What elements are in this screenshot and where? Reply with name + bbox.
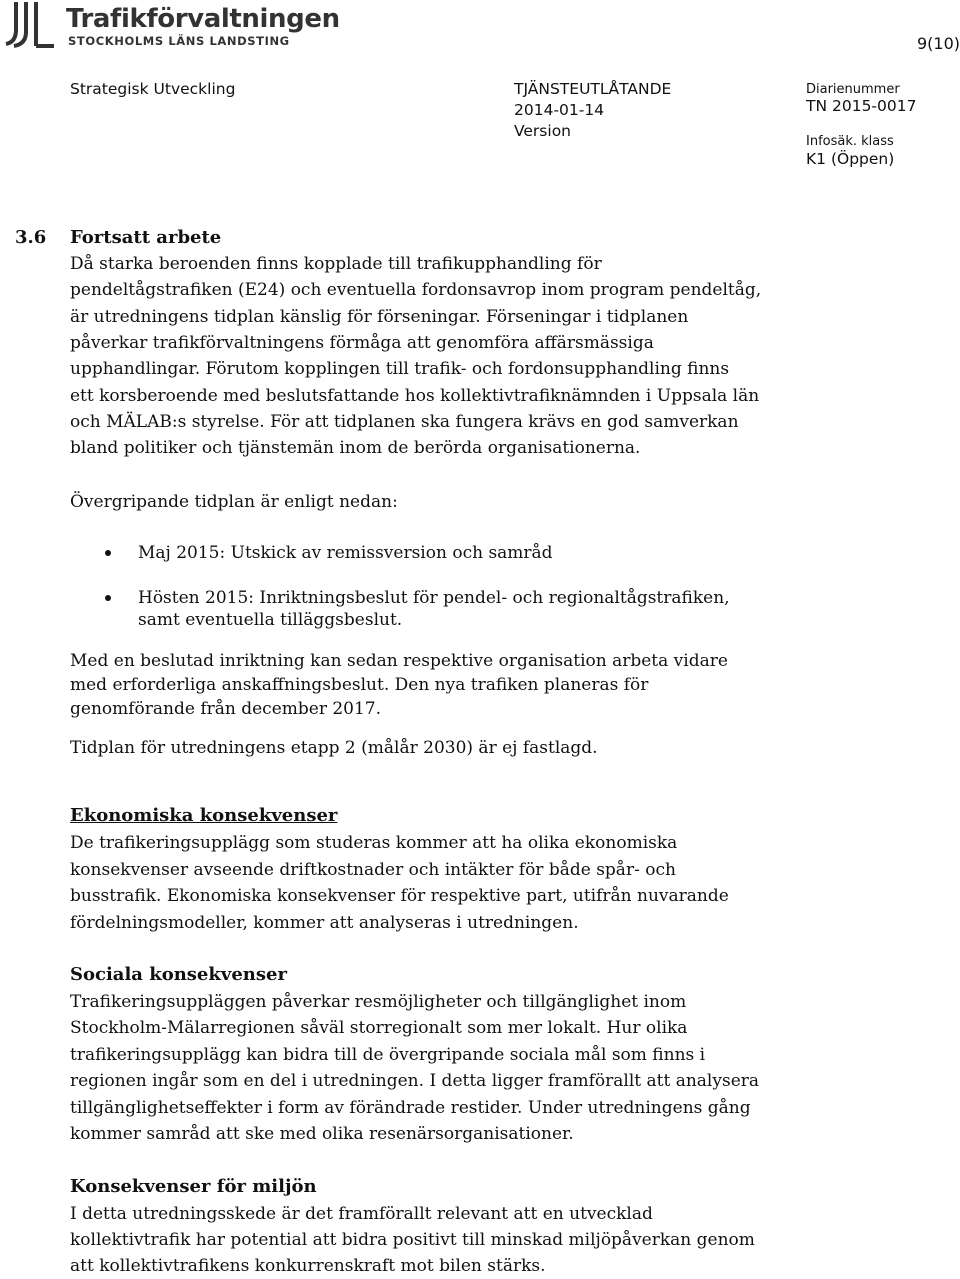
bullet-item-continued: samt eventuella tilläggsbeslut. bbox=[138, 610, 403, 630]
section-number: 3.6 bbox=[15, 227, 47, 248]
paragraph-line: pendeltågstrafiken (E24) och eventuella fordonsavrop inom program pendeltåg, bbox=[70, 280, 762, 300]
paragraph-line: Då starka beroenden finns kopplade till trafikupphandling för bbox=[70, 254, 602, 274]
paragraph-line: De trafikeringsupplägg som studeras kommer att ha olika ekonomiska bbox=[70, 833, 678, 853]
paragraph-line: kollektivtrafik har potential att bidra positivt till minskad miljöpåverkan genom bbox=[70, 1230, 755, 1250]
logo-name: Trafikförvaltningen bbox=[66, 4, 340, 34]
diarienummer: TN 2015-0017 bbox=[806, 97, 917, 115]
paragraph-line: konsekvenser avseende driftkostnader och intäkter för både spår- och bbox=[70, 860, 676, 880]
section-title: Fortsatt arbete bbox=[70, 227, 222, 248]
infosak-value: K1 (Öppen) bbox=[806, 150, 895, 168]
organization-logo bbox=[2, 0, 340, 50]
infosak-label: Infosäk. klass bbox=[806, 134, 894, 149]
bullet-icon bbox=[105, 595, 111, 601]
paragraph-line: Med en beslutad inriktning kan sedan respektive organisation arbeta vidare bbox=[70, 651, 728, 671]
logo-mark-icon bbox=[2, 0, 62, 48]
paragraph-line: Stockholm-Mälarregionen såväl storregionalt som mer lokalt. Hur olika bbox=[70, 1018, 688, 1038]
paragraph-line: trafikeringsupplägg kan bidra till de övergripande sociala mål som finns i bbox=[70, 1045, 706, 1065]
page-number: 9(10) bbox=[916, 34, 960, 53]
department: Strategisk Utveckling bbox=[70, 80, 236, 98]
paragraph-line: busstrafik. Ekonomiska konsekvenser för respektive part, utifrån nuvarande bbox=[70, 886, 729, 906]
paragraph-line: fördelningsmodeller, kommer att analyseras i utredningen. bbox=[70, 913, 579, 933]
bullet-item: Maj 2015: Utskick av remissversion och samråd bbox=[138, 543, 553, 563]
document-type: TJÄNSTEUTLÅTANDE bbox=[514, 80, 672, 98]
environment-heading: Konsekvenser för miljön bbox=[70, 1176, 317, 1197]
paragraph-line: är utredningens tidplan känslig för förseningar. Förseningar i tidplanen bbox=[70, 307, 689, 327]
paragraph-line: ett korsberoende med beslutsfattande hos kollektivtrafiknämnden i Uppsala län bbox=[70, 386, 760, 406]
bullet-item: Hösten 2015: Inriktningsbeslut för pendel- och regionaltågstrafiken, bbox=[138, 588, 730, 608]
paragraph-line: att kollektivtrafikens konkurrenskraft mot bilen stärks. bbox=[70, 1256, 546, 1276]
paragraph-line: med erforderliga anskaffningsbeslut. Den nya trafiken planeras för bbox=[70, 675, 649, 695]
paragraph-line: Tidplan för utredningens etapp 2 (målår 2030) är ej fastlagd. bbox=[70, 738, 598, 758]
paragraph-line: och MÄLAB:s styrelse. För att tidplanen ska fungera krävs en god samverkan bbox=[70, 412, 739, 432]
economic-heading: Ekonomiska konsekvenser bbox=[70, 805, 338, 826]
paragraph-line: bland politiker och tjänstemän inom de berörda organisationerna. bbox=[70, 438, 641, 458]
timeline-intro: Övergripande tidplan är enligt nedan: bbox=[70, 492, 398, 512]
paragraph-line: I detta utredningsskede är det framförallt relevant att en utvecklad bbox=[70, 1204, 653, 1224]
paragraph-line: kommer samråd att ske med olika resenärsorganisationer. bbox=[70, 1124, 574, 1144]
paragraph-line: Trafikeringsuppläggen påverkar resmöjligheter och tillgänglighet inom bbox=[70, 992, 687, 1012]
paragraph-line: genomförande från december 2017. bbox=[70, 699, 382, 719]
paragraph-line: regionen ingår som en del i utredningen. I detta ligger framförallt att analysera bbox=[70, 1071, 760, 1091]
diarienummer-label: Diarienummer bbox=[806, 82, 900, 97]
document-date: 2014-01-14 bbox=[514, 101, 605, 119]
paragraph-line: upphandlingar. Förutom kopplingen till trafik- och fordonsupphandling finns bbox=[70, 359, 730, 379]
bullet-icon bbox=[105, 550, 111, 556]
version-label: Version bbox=[514, 122, 571, 140]
social-heading: Sociala konsekvenser bbox=[70, 964, 287, 985]
paragraph-line: tillgänglighetseffekter i form av förändrade restider. Under utredningens gång bbox=[70, 1098, 751, 1118]
logo-subtitle: STOCKHOLMS LÄNS LANDSTING bbox=[68, 34, 290, 48]
paragraph-line: påverkar trafikförvaltningens förmåga att genomföra affärsmässiga bbox=[70, 333, 654, 353]
